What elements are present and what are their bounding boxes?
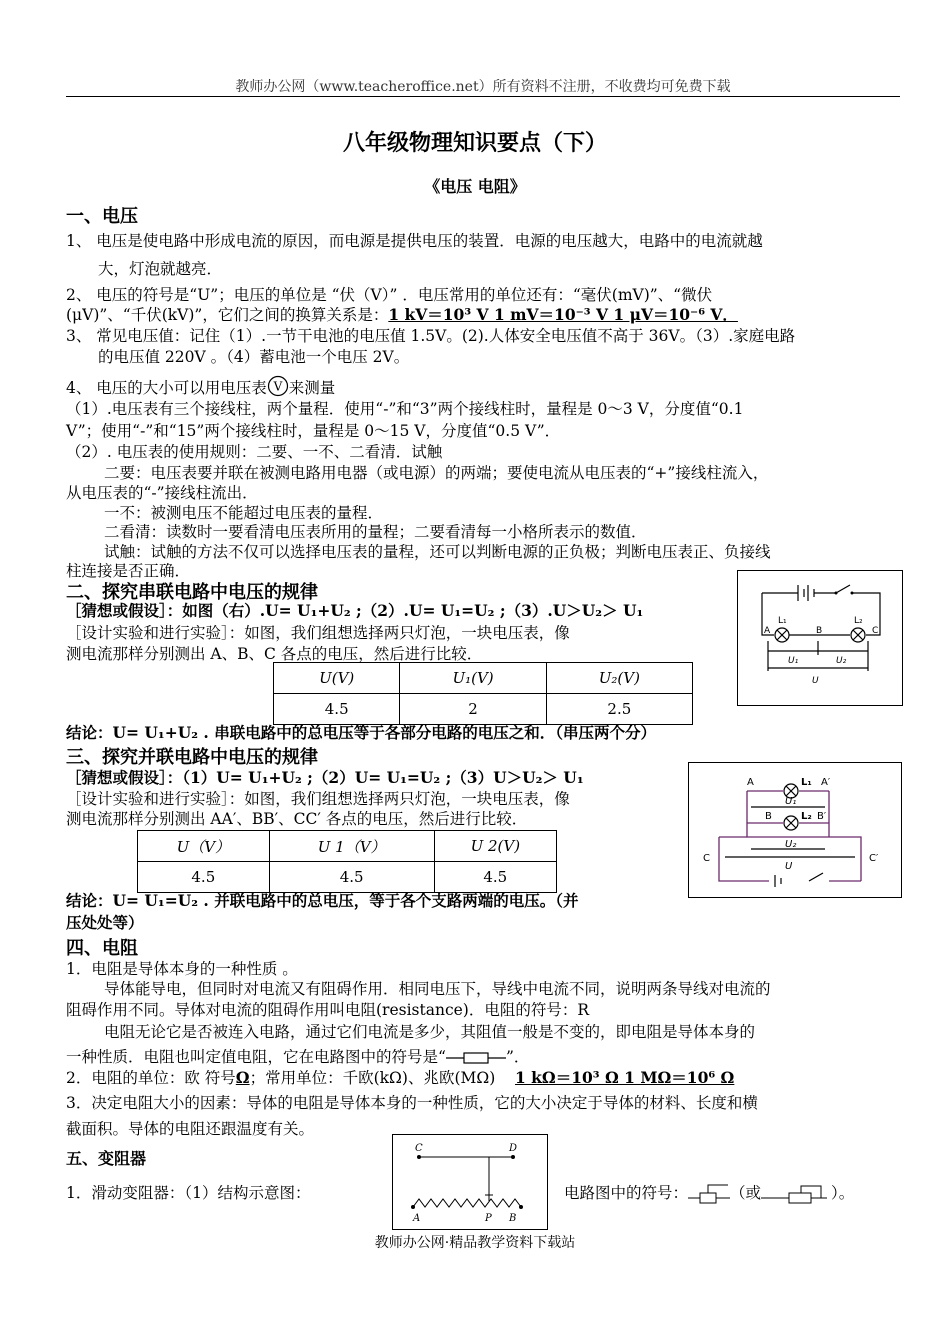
resistance-p4a: 2．电阻的单位：欧 符号: [66, 1069, 236, 1087]
svg-text:C′: C′: [869, 853, 879, 864]
resistor-symbol-icon: [446, 1051, 506, 1065]
page-title: 八年级物理知识要点（下）: [342, 131, 607, 156]
svg-text:A′: A′: [821, 777, 831, 788]
svg-text:P: P: [485, 1213, 492, 1224]
table-row: [138, 862, 557, 893]
resistance-p3b: 一种性质．电阻也叫定值电阻，它在电路图中的符号是“: [66, 1048, 446, 1066]
svg-text:U₁: U₁: [785, 796, 797, 807]
resistance-p2a: 导体能导电，但同时对电流又有阻碍作用．相同电压下，导线中电流不同，说明两条导线对电流的: [104, 980, 771, 998]
section-series-heading: 二、探究串联电路中电压的规律: [66, 582, 318, 603]
voltage-p4-end: 来测量: [288, 379, 336, 397]
resistance-p5b: 截面积。导体的电阻还跟温度有关。: [66, 1120, 315, 1138]
svg-text:B: B: [816, 626, 823, 636]
voltage-p4-line: [66, 375, 335, 399]
series-experiment-2: 测电流那样分别测出 A、B、C 各点的电压，然后进行比较．: [66, 645, 483, 663]
page-footer: 教师办公网·精品教学资料下载站: [374, 1235, 576, 1251]
series-circuit-figure: [737, 570, 903, 706]
series-experiment: ［设计实验和进行实验］：如图，我们组想选择两只灯泡，一块电压表，像: [66, 624, 570, 642]
rheostat-p2: 电路图中的符号：: [564, 1184, 689, 1202]
resistance-p4-line: [66, 1067, 734, 1089]
svg-text:B′: B′: [817, 811, 827, 822]
svg-text:L₁: L₁: [801, 777, 812, 788]
voltmeter-icon: [267, 375, 289, 397]
svg-text:A: A: [764, 626, 771, 636]
svg-text:B: B: [509, 1213, 517, 1224]
svg-text:L₂: L₂: [801, 811, 812, 822]
table-header-cell: U 1（V）: [269, 831, 434, 862]
voltage-p4: 4、 电压的大小可以用电压表: [66, 379, 267, 397]
svg-text:L₁: L₁: [778, 616, 787, 626]
section-voltage-heading: 一、电压: [66, 206, 138, 227]
series-data-table: [273, 662, 693, 725]
rheostat-alt-symbol-icon: [761, 1182, 831, 1206]
voltage-p7a: 二要：电压表要并联在被测电路用电器（或电源）的两端；要使电流从电压表的“+”接线柱流入，: [104, 464, 769, 482]
table-row: [274, 663, 693, 694]
svg-text:U₂: U₂: [785, 839, 797, 850]
parallel-experiment: ［设计实验和进行实验］：如图，我们组想选择两只灯泡，一块电压表，像: [66, 790, 570, 808]
voltage-p1b: 大，灯泡就越亮．: [98, 260, 223, 278]
parallel-experiment-2: 测电流那样分别测出 AA′、BB′、CC′ 各点的电压，然后进行比较．: [66, 810, 528, 828]
section-rheostat-heading: 五、变阻器: [66, 1149, 147, 1168]
table-cell: 4.5: [274, 694, 400, 725]
parallel-conclusion-a: 结论：U= U₁=U₂ . 并联电路中的总电压，等于各个支路两端的电压。（并: [66, 891, 579, 910]
resistance-p1: 1．电阻是导体本身的一种性质 。: [66, 960, 298, 978]
voltage-p10b: 柱连接是否正确．: [66, 562, 191, 580]
table-header-cell: U(V): [274, 663, 400, 694]
svg-text:A: A: [413, 1213, 421, 1224]
voltage-p6: （2）. 电压表的使用规则：二要、一不、二看清．试触: [66, 443, 443, 461]
parallel-circuit-figure: [688, 762, 902, 898]
resistance-conversion: 1 kΩ＝10³ Ω 1 MΩ＝10⁶ Ω: [514, 1068, 735, 1087]
parallel-hypothesis: ［猜想或假设］：（1）U= U₁+U₂ ;（2）U= U₁=U₂ ;（3）U＞U₂＞ U₁: [66, 768, 584, 787]
svg-text:B: B: [765, 811, 772, 822]
table-header-cell: U 2(V): [434, 831, 556, 862]
section-resistance-heading: 四、电阻: [66, 938, 138, 959]
voltage-p2-line: [66, 304, 738, 326]
svg-text:C: C: [703, 853, 710, 864]
voltage-p10a: 试触：试触的方法不仅可以选择电压表的量程，还可以判断电源的正负极；判断电压表正、负接线: [104, 543, 771, 561]
svg-text:U₁: U₁: [788, 656, 799, 666]
table-header-cell: U₁(V): [400, 663, 546, 694]
series-circuit-diagram: [738, 571, 902, 705]
svg-text:D: D: [509, 1143, 518, 1154]
header-rule: [66, 96, 900, 97]
page-header: 教师办公网（www.teacheroffice.net）所有资料不注册，不收费均可免费下载: [235, 79, 731, 95]
table-row: [274, 694, 693, 725]
voltage-p1a: 1、 电压是使电路中形成电流的原因，而电源是提供电压的装置．电源的电压越大，电路中的电流就越: [66, 232, 763, 250]
resistance-p2b: 阻碍作用不同。导体对电流的阻碍作用叫电阻(resistance)．电阻的符号：R: [66, 1001, 590, 1019]
parallel-circuit-diagram: [689, 763, 901, 897]
voltage-p5a: （1）.电压表有三个接线柱，两个量程．使用“-”和“3”两个接线柱时，量程是 0～3 V，分度值“0.1: [66, 400, 744, 418]
voltage-conversion: 1 kV＝10³ V 1 mV＝10⁻³ V 1 μV＝10⁻⁶ V．: [388, 305, 738, 324]
rheostat-p2b: （或: [730, 1184, 762, 1202]
page-subtitle: 《电压 电阻》: [424, 177, 526, 196]
table-cell: 2: [400, 694, 546, 725]
section-parallel-heading: 三、探究并联电路中电压的规律: [66, 747, 318, 768]
resistance-p5a: 3．决定电阻大小的因素：导体的电阻是导体本身的一种性质，它的大小决定于导体的材料、长度和横: [66, 1094, 758, 1112]
voltage-p2b: (μV)”、“千伏(kV)”，它们之间的换算关系是：: [66, 306, 389, 324]
voltage-p2a: 2、 电压的符号是“U”；电压的单位是 “伏（V）” ．电压常用的单位还有：“毫伏(mV)”、“微伏: [66, 286, 713, 304]
svg-text:U: U: [812, 676, 819, 686]
table-cell: 4.5: [138, 862, 270, 893]
svg-text:C: C: [872, 626, 879, 636]
table-cell: 4.5: [434, 862, 556, 893]
voltage-p7b: 从电压表的“-”接线柱流出．: [66, 484, 258, 502]
rheostat-structure-figure: [392, 1134, 548, 1230]
svg-text:U₂: U₂: [836, 656, 847, 666]
voltage-p9: 二看清：读数时一要看清电压表所用的量程；二要看清每一小格所表示的数值．: [104, 523, 647, 541]
resistance-p3a: 电阻无论它是否被连入电路，通过它们电流是多少，其阻值一般是不变的，即电阻是导体本身的: [104, 1023, 756, 1041]
svg-text:V: V: [273, 379, 283, 394]
voltage-p5b: V”；使用“-”和“15”两个接线柱时，量程是 0～15 V，分度值“0.5 V”．: [66, 422, 561, 440]
svg-text:L₂: L₂: [854, 616, 863, 626]
parallel-data-table: [137, 830, 557, 893]
svg-text:C: C: [415, 1143, 423, 1154]
voltage-p3a: 3、 常见电压值：记住（1）.一节干电池的电压值 1.5V。(2).人体安全电压值不高于 36V。（3）.家庭电路: [66, 327, 796, 345]
voltage-p3b: 的电压值 220V 。（4）蓄电池一个电压 2V。: [98, 348, 410, 366]
table-cell: 4.5: [269, 862, 434, 893]
series-conclusion: 结论：U= U₁+U₂ . 串联电路中的总电压等于各部分电路的电压之和．（串压两个分）: [66, 723, 656, 742]
table-row: [138, 831, 557, 862]
rheostat-p1: 1．滑动变阻器：（1）结构示意图：: [66, 1184, 311, 1202]
series-hypothesis: ［猜想或假设］：如图（右）.U= U₁+U₂ ;（2）.U= U₁=U₂ ;（3）.U＞U₂＞ U₁: [66, 601, 644, 620]
rheostat-symbol-line: [564, 1182, 854, 1206]
resistance-p3c: ”．: [505, 1048, 530, 1066]
resistance-p4b: ；常用单位：千欧(kΩ)、兆欧(MΩ): [249, 1069, 496, 1087]
svg-text:U: U: [785, 861, 793, 872]
svg-text:A: A: [747, 777, 754, 788]
rheostat-p2c: ）。: [831, 1184, 855, 1202]
resistance-p3-line: [66, 1046, 529, 1068]
table-header-cell: U₂(V): [546, 663, 692, 694]
ohm-symbol: Ω: [235, 1068, 250, 1087]
parallel-conclusion-b: 压处处等）: [66, 913, 144, 932]
table-cell: 2.5: [546, 694, 692, 725]
rheostat-structure-diagram: [393, 1135, 547, 1229]
voltage-p8: 一不：被测电压不能超过电压表的量程．: [104, 504, 384, 522]
table-header-cell: U（V）: [138, 831, 270, 862]
rheostat-symbol-icon: [688, 1182, 730, 1206]
